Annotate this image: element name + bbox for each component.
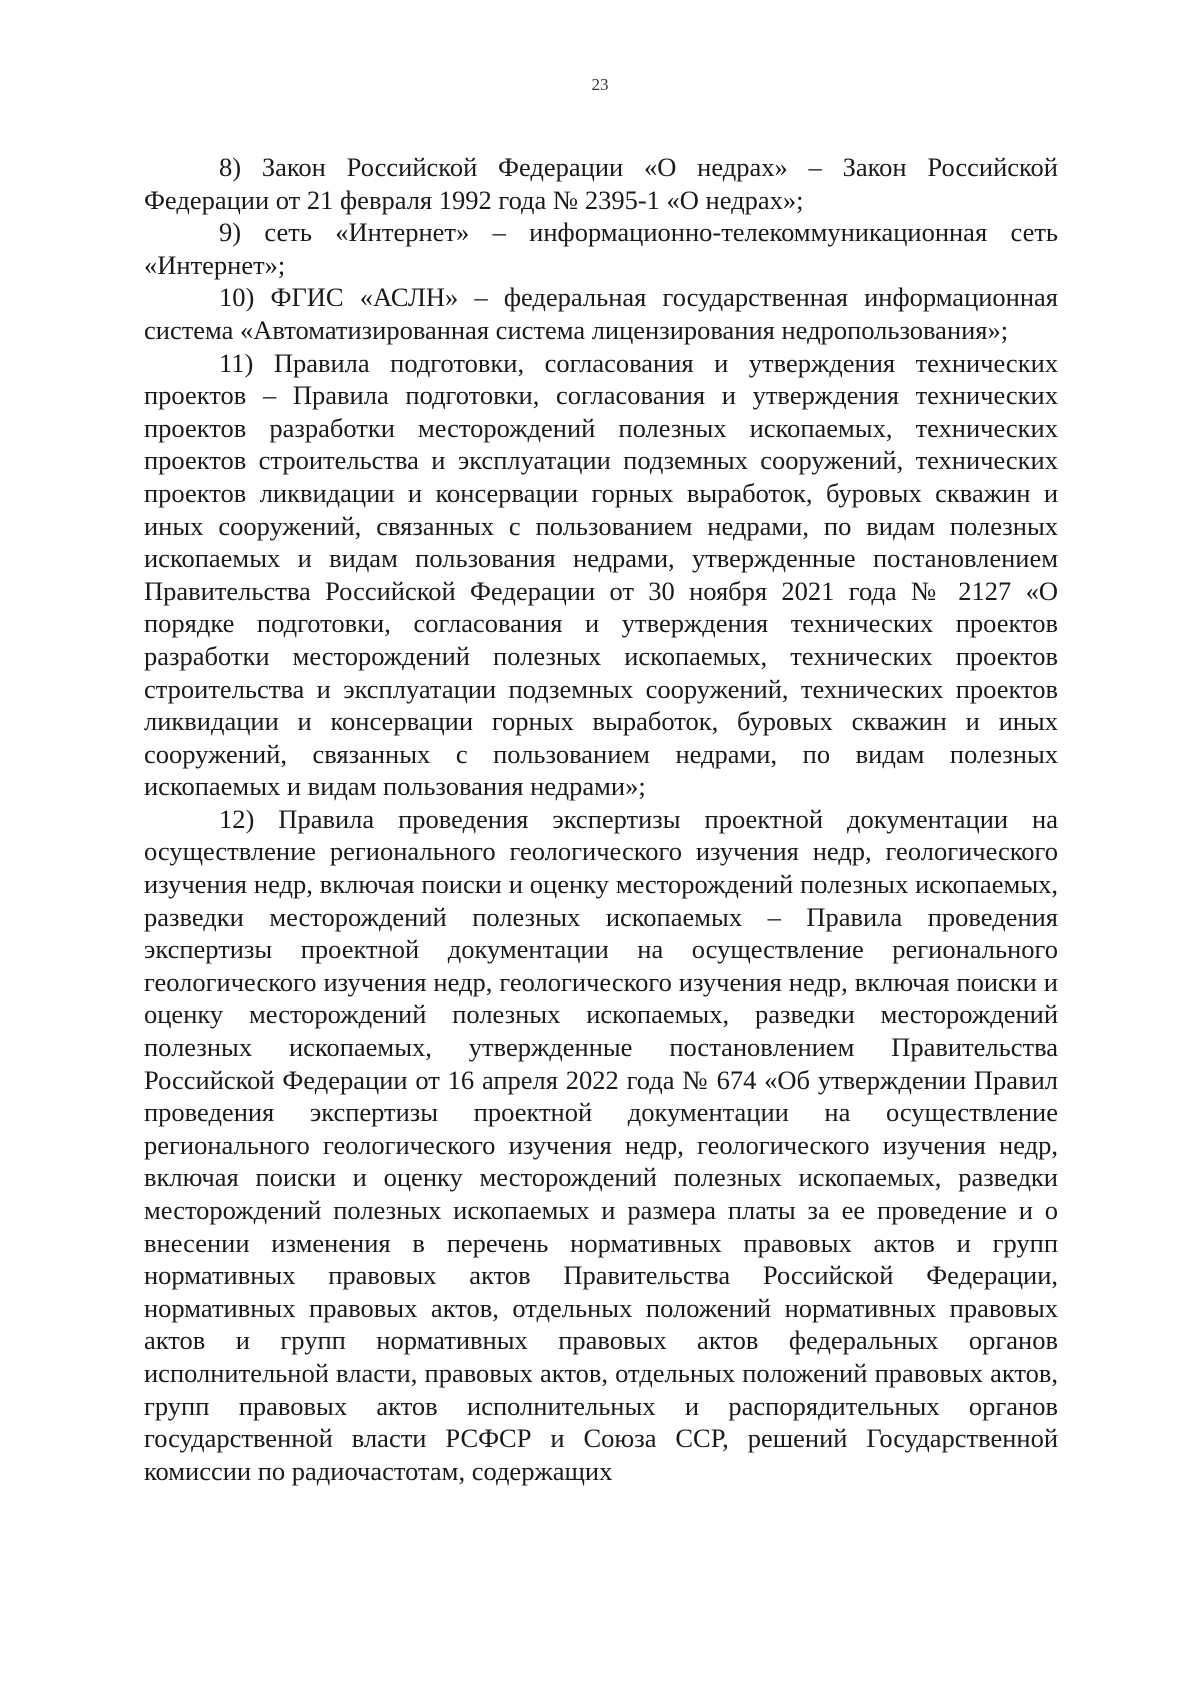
paragraph-item-12: 12) Правила проведения экспертизы проектной документации на осуществление регионального геологического изучения недр, геологического изучения недр, включая поиски и оценку месторождений полезных ископаемых, разведки месторождений полезных ископаемых – Правила проведения экспертизы проектной документации на осуществление регионального геологического изучения недр, геологического изучения недр, включая поиски и оценку месторождений полезных ископаемых, разведки месторождений полезных ископаемых, утвержденные постановлением Правительства Российской Федерации от 16 апреля 2022 года № 674 «Об утверждении Правил проведения экспертизы проектной документации на осуществление регионального геологического изучения недр, геологического изучения недр, включая поиски и оценку месторождений полезных ископаемых, разведки месторождений полезных ископаемых и размера платы за ее проведение и о внесении изменения в перечень нормативных правовых актов и групп нормативных правовых актов Правительства Российской Федерации, нормативных правовых актов, отдельных положений нормативных правовых актов и групп нормативных правовых актов федеральных органов исполнительной власти, правовых актов, отдельных положений правовых актов, групп правовых актов исполнительных и распорядительных органов государственной власти РСФСР и Союза ССР, решений Государственной комиссии по радиочастотам, содержащих: [144, 803, 1058, 1486]
paragraph-item-11: 11) Правила подготовки, согласования и утверждения технических проектов – Правила подготовки, согласования и утверждения технических проектов разработки месторождений полезных ископаемых, технических проектов строительства и эксплуатации подземных сооружений, технических проектов ликвидации и консервации горных выработок, буровых скважин и иных сооружений, связанных с пользованием недрами, по видам полезных ископаемых и видам пользования недрами, утвержденные постановлением Правительства Российской Федерации от 30 ноября 2021 года № 2127 «О порядке подготовки, согласования и утверждения технических проектов разработки месторождений полезных ископаемых, технических проектов строительства и эксплуатации подземных сооружений, технических проектов ликвидации и консервации горных выработок, буровых скважин и иных сооружений, связанных с пользованием недрами, по видам полезных ископаемых и видам пользования недрами»;: [144, 347, 1058, 802]
page-number: 23: [591, 75, 609, 94]
document-body: [144, 151, 1058, 1487]
paragraph-item-9: 9) сеть «Интернет» – информационно-телекоммуникационная сеть «Интернет»;: [144, 217, 1058, 280]
paragraph-item-8: 8) Закон Российской Федерации «О недрах» – Закон Российской Федерации от 21 февраля 1992 года № 2395-1 «О недрах»;: [144, 152, 1058, 215]
paragraph-item-10: 10) ФГИС «АСЛН» – федеральная государственная информационная система «Автоматизированная система лицензирования недропользования»;: [144, 282, 1058, 345]
